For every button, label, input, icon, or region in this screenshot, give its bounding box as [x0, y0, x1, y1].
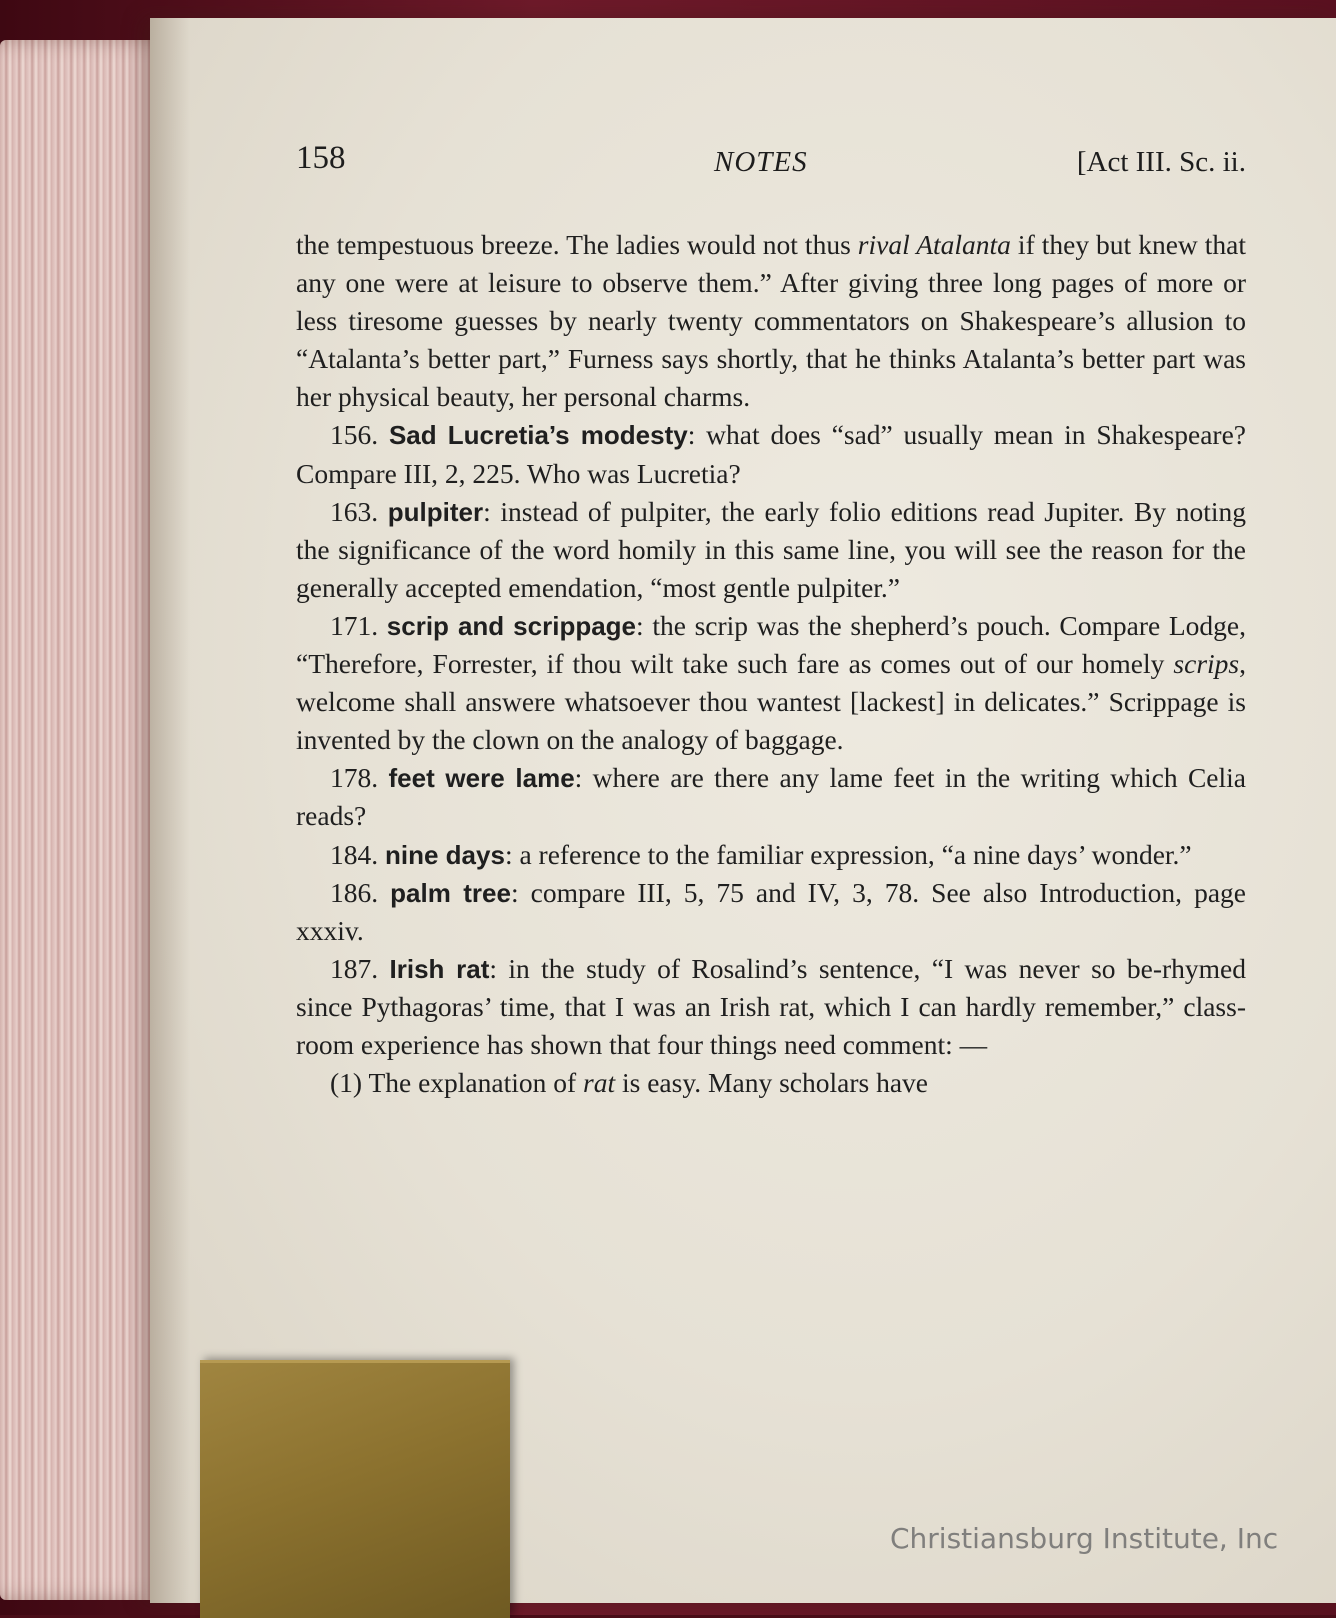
note-number: 171. [330, 609, 379, 641]
note-178 [296, 759, 1246, 835]
note-number: 184. [330, 838, 379, 870]
note-term: Irish rat [389, 953, 490, 984]
note-number: 187. [330, 952, 379, 984]
note-171 [296, 607, 1246, 759]
note-text: : what does “sad” usually mean in Shakespeare? Compare III, 2, 225. Who was Lucretia? [296, 419, 1247, 489]
page-number: 158 [296, 140, 346, 176]
note-term: nine days [385, 839, 505, 870]
notes-text [296, 226, 1246, 1102]
note-term: palm tree [390, 877, 511, 908]
note-term: Sad Lucretia’s modesty [388, 420, 688, 451]
note-number: 156. [330, 419, 379, 451]
note-number: 178. [330, 762, 379, 794]
note-text: , welcome shall answere whatsoever thou wantest [lackest] in delicates.” Scrippage is invented by the clown on the analogy of baggage. [296, 648, 1246, 756]
note-number: 186. [330, 876, 379, 908]
page-gutter-shadow [150, 18, 190, 1603]
note-186 [296, 874, 1246, 950]
last-paragraph: (1) The explanation of rat is easy. Many scholars have [330, 1067, 928, 1099]
note-term: pulpiter [387, 496, 484, 527]
running-title: NOTES [714, 146, 808, 178]
note-156 [296, 416, 1246, 492]
note-163 [296, 493, 1246, 607]
continuation-paragraph: the tempestuous breeze. The ladies would not thus rival Atalanta if they but knew that any one were at leisure to observe them.” After giving three long pages of more or less tiresome guesses by nearly twenty commentators on Shakespeare’s allusion to “Atalanta’s better part,” Furness says shortly, that he thinks Atalanta’s better part was her physical beauty, her personal charms. [296, 229, 1246, 413]
note-text: : instead of pulpiter, the early folio editions read Jupiter. By noting the significance of the word homily in this same line, you will see the reason for the generally accepted emendation, “most gentle pulpiter.” [296, 495, 1246, 603]
note-184 [296, 836, 1246, 874]
note-text: : the scrip was the shepherd’s pouch. Compare Lodge, “Therefore, Forrester, if thou wilt take such fare as comes out of our homely [296, 609, 1246, 680]
note-text: : a reference to the familiar expression, “a nine days’ wonder.” [504, 838, 1192, 870]
note-text: : where are there any lame feet in the writing which Celia reads? [296, 762, 1246, 832]
note-text: : compare III, 5, 75 and IV, 3, 78. See also Introduction, page xxxiv. [296, 876, 1247, 946]
section-reference: [Act III. Sc. ii. [1076, 146, 1246, 178]
note-number: 163. [330, 495, 379, 527]
note-187 [296, 950, 1246, 1064]
note-term: scrip and scrippage [386, 610, 637, 641]
page-header [296, 140, 1246, 190]
note-term: feet were lame [388, 763, 575, 794]
note-text: : in the study of Rosalind’s sentence, “I was never so be-rhymed since Pythagoras’ time, that I was an Irish rat, which I can hardly remember,” class-room experience has shown that four things need comment: — [296, 952, 1247, 1060]
bookmark-ribbon [200, 1360, 510, 1618]
watermark: Christiansburg Institute, Inc [890, 1522, 1279, 1555]
note-italic: scrips [1173, 648, 1240, 680]
